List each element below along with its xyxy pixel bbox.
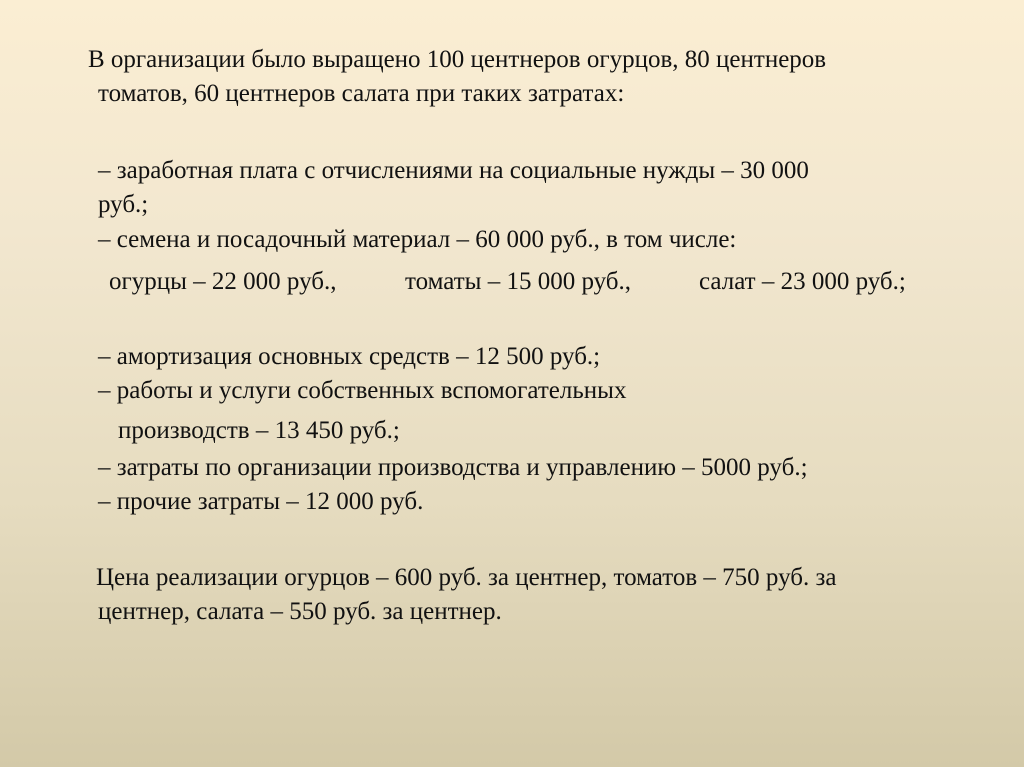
seeds-tomatoes: томаты – 15 000 руб., — [405, 268, 632, 295]
cost-salary-line-2: руб.; — [98, 191, 149, 218]
cost-salary-line-1: – заработная плата с отчислениями на социальные нужды – 30 000 — [98, 157, 809, 184]
cost-seeds: – семена и посадочный материал – 60 000 руб., в том числе: — [98, 226, 737, 253]
prices-line-1: Цена реализации огурцов – 600 руб. за центнер, томатов – 750 руб. за — [96, 564, 837, 591]
cost-auxiliary-line-1: – работы и услуги собственных вспомогательных — [98, 377, 627, 404]
cost-management: – затраты по организации производства и управлению – 5000 руб.; — [98, 454, 808, 481]
intro-line-2: томатов, 60 центнеров салата при таких затратах: — [98, 80, 625, 107]
prices-line-2: центнер, салата – 550 руб. за центнер. — [98, 598, 502, 625]
cost-auxiliary-line-2: производств – 13 450 руб.; — [118, 417, 400, 444]
cost-other: – прочие затраты – 12 000 руб. — [98, 488, 424, 515]
intro-line-1: В организации было выращено 100 центнеров огурцов, 80 центнеров — [88, 46, 827, 73]
seeds-salad: салат – 23 000 руб.; — [699, 268, 906, 295]
seeds-cucumbers: огурцы – 22 000 руб., — [109, 268, 337, 295]
cost-depreciation: – амортизация основных средств – 12 500 руб.; — [98, 343, 601, 370]
